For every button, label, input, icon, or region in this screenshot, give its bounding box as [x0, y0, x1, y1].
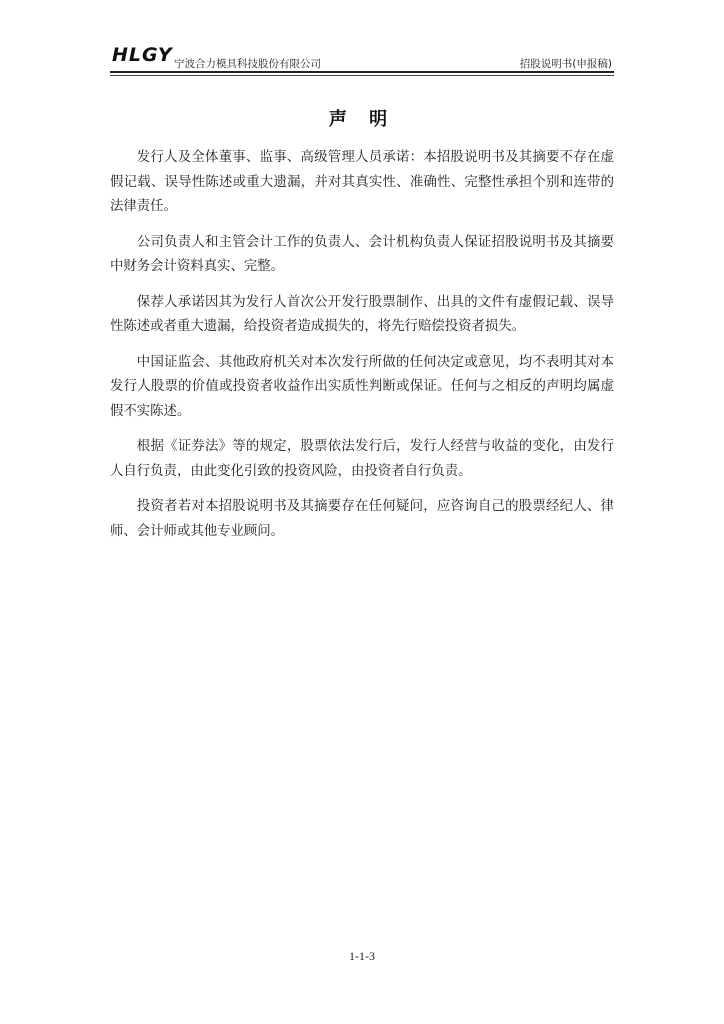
page-title: 声 明: [328, 109, 396, 130]
page-number: 1-1-3: [349, 949, 375, 963]
company-logo: HLGY: [112, 44, 173, 66]
paragraph: 根据《证券法》等的规定，股票依法发行后，发行人经营与收益的变化，由发行人自行负责，由此变化引致的投资风险，由投资者自行负责。: [110, 439, 614, 479]
header-rule-thin: [110, 75, 614, 76]
paragraph: 保荐人承诺因其为发行人首次公开发行股票制作、出具的文件有虚假记载、误导性陈述或者重大遗漏，给投资者造成损失的，将先行赔偿投资者损失。: [110, 294, 614, 334]
header-rule-thick: [110, 71, 614, 73]
paragraph: 公司负责人和主管会计工作的负责人、会计机构负责人保证招股说明书及其摘要中财务会计资料真实、完整。: [110, 234, 614, 274]
document-type: 招股说明书(申报稿): [519, 58, 612, 70]
paragraph: 发行人及全体董事、监事、高级管理人员承诺：本招股说明书及其摘要不存在虚假记载、误导性陈述或重大遗漏，并对其真实性、准确性、完整性承担个别和连带的法律责任。: [110, 150, 614, 214]
paragraph: 中国证监会、其他政府机关对本次发行所做的任何决定或意见，均不表明其对本发行人股票的价值或投资者收益作出实质性判断或保证。任何与之相反的声明均属虚假不实陈述。: [110, 354, 614, 419]
company-name: 宁波合力模具科技股份有限公司: [174, 58, 321, 70]
paragraph: 投资者若对本招股说明书及其摘要存在任何疑问，应咨询自己的股票经纪人、律师、会计师或其他专业顾问。: [110, 499, 614, 539]
statement-body: [110, 146, 614, 555]
page-header: [110, 44, 614, 74]
